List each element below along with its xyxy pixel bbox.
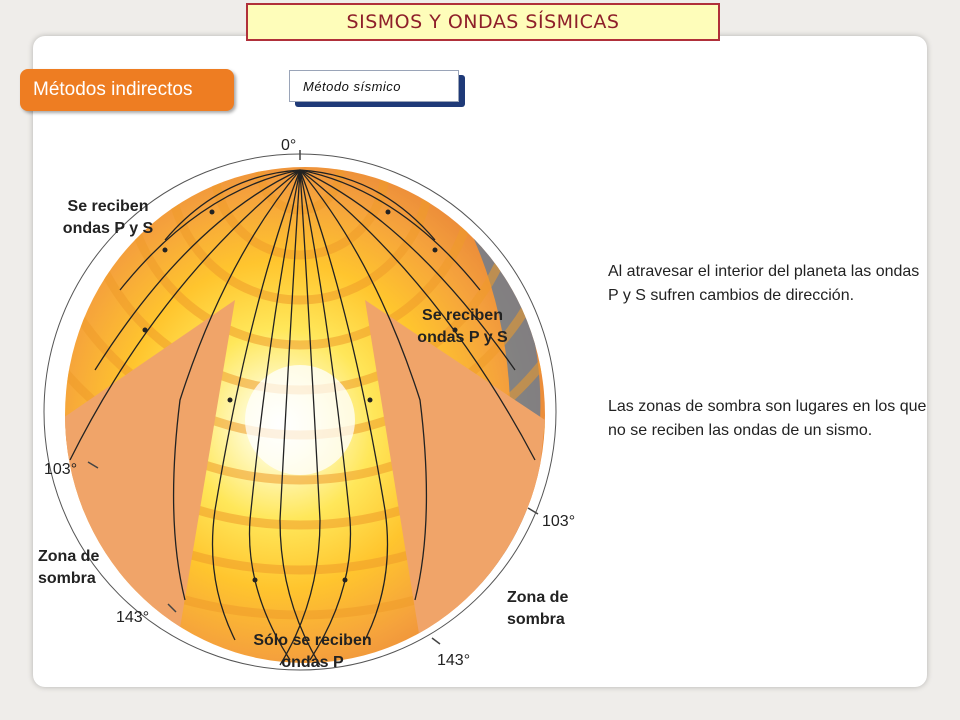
label-left-receive: Se reciben ondas P y S xyxy=(62,198,154,237)
label-left-shadow: Zona de sombra xyxy=(38,548,100,587)
section-label: Métodos indirectos xyxy=(20,69,234,111)
angle-label-left-103: 103° xyxy=(44,461,78,478)
page-title: SISMOS Y ONDAS SÍSMICAS xyxy=(246,3,720,41)
method-tag: Método sísmico xyxy=(289,70,459,102)
label-right-shadow: Zona de sombra xyxy=(507,589,569,628)
note-shadow: Las zonas de sombra son lugares en los que no se reciben las ondas de un sismo. xyxy=(608,398,927,439)
angle-label-right-103: 103° xyxy=(542,513,576,530)
angle-label-left-143: 143° xyxy=(116,609,150,626)
label-bottom-p-only: Sólo se reciben ondas P xyxy=(253,632,372,671)
angle-label-top: 0° xyxy=(281,137,297,154)
angle-label-right-143: 143° xyxy=(437,652,471,669)
note-refraction: Al atravesar el interior del planeta las ondas P y S sufren cambios de dirección. xyxy=(608,263,920,304)
label-right-receive: Se reciben ondas P y S xyxy=(417,307,508,346)
